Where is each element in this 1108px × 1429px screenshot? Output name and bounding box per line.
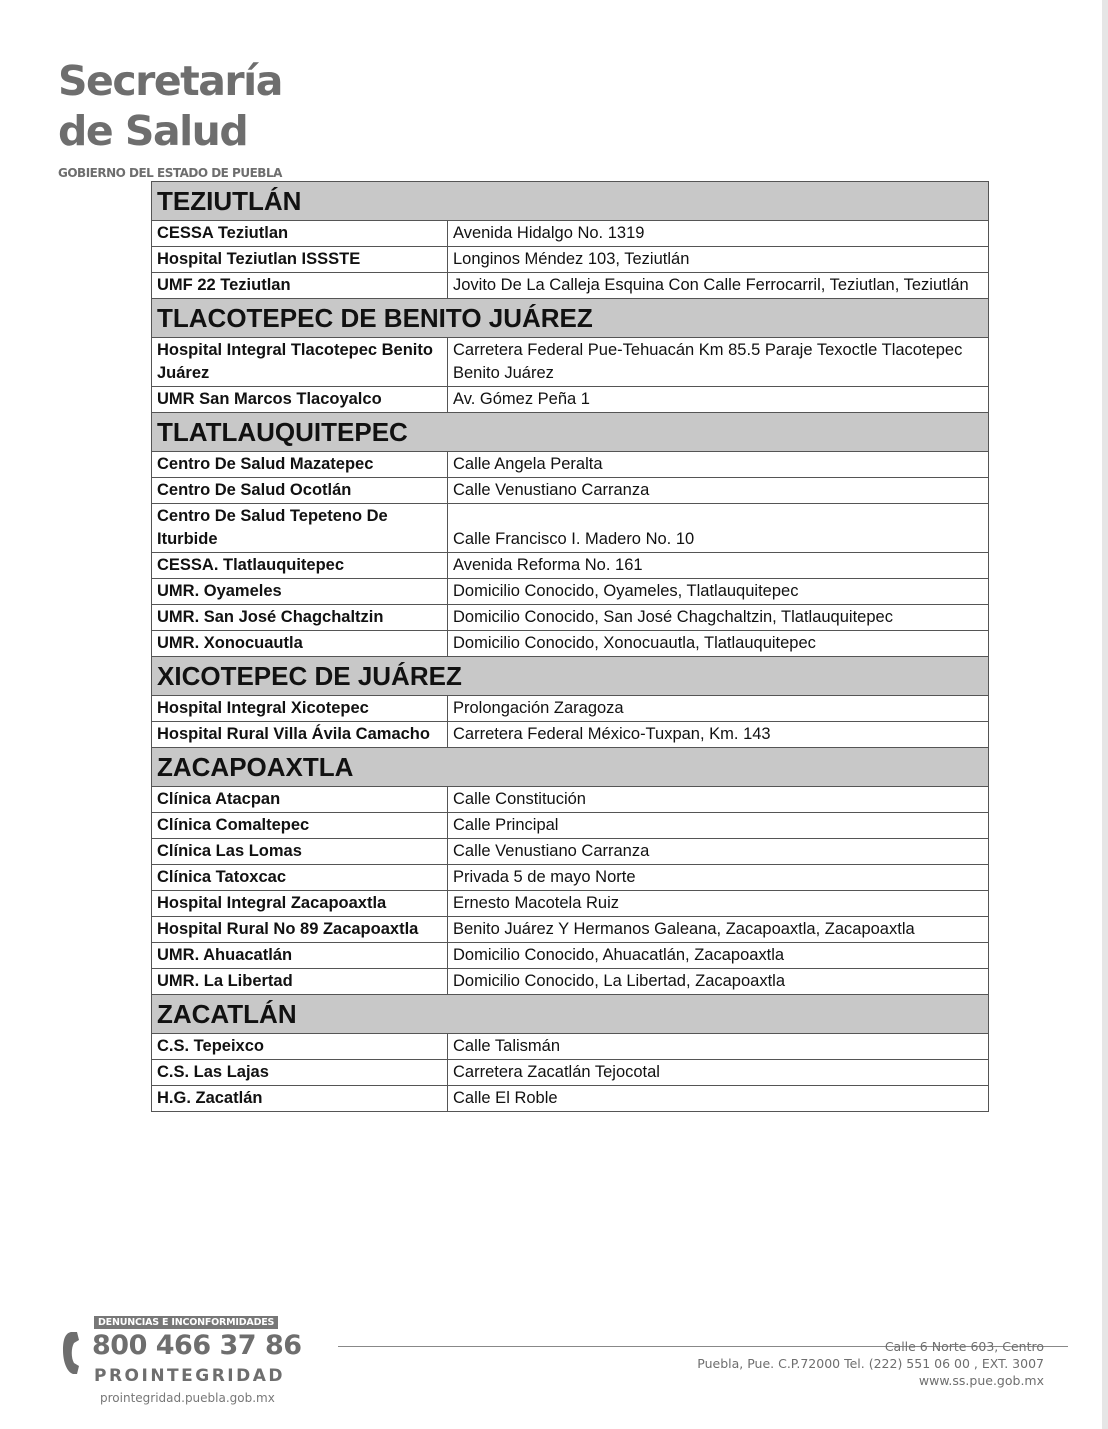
facility-name: Clínica Tatoxcac	[152, 865, 448, 891]
facility-name: Hospital Integral Zacapoaxtla	[152, 891, 448, 917]
table-row	[152, 387, 989, 413]
facility-address: Ernesto Macotela Ruiz	[448, 891, 989, 917]
facility-name: C.S. Tepeixco	[152, 1034, 448, 1060]
table-row	[152, 787, 989, 813]
table-row	[152, 1086, 989, 1112]
table-row	[152, 247, 989, 273]
complaints-badge: DENUNCIAS E INCONFORMIDADES	[94, 1316, 278, 1329]
facility-address: Calle Talismán	[448, 1034, 989, 1060]
address-line-1: Calle 6 Norte 603, Centro	[884, 1339, 1044, 1354]
section-header	[152, 995, 989, 1034]
table-row	[152, 338, 989, 387]
table-row	[152, 891, 989, 917]
facility-address: Domicilio Conocido, La Libertad, Zacapoaxtla	[448, 969, 989, 995]
footer-address	[697, 1338, 1044, 1389]
facility-address: Calle Venustiano Carranza	[448, 839, 989, 865]
facility-address: Domicilio Conocido, Oyameles, Tlatlauquitepec	[448, 579, 989, 605]
table-row	[152, 813, 989, 839]
facility-name: UMR. Ahuacatlán	[152, 943, 448, 969]
facility-address: Longinos Méndez 103, Teziutlán	[448, 247, 989, 273]
facility-name: Centro De Salud Tepeteno De Iturbide	[152, 504, 448, 553]
table-row	[152, 969, 989, 995]
facility-address: Domicilio Conocido, San José Chagchaltzin, Tlatlauquitepec	[448, 605, 989, 631]
secretaria-de-salud-logo	[58, 56, 282, 156]
facility-address: Calle Constitución	[448, 787, 989, 813]
facility-address: Privada 5 de mayo Norte	[448, 865, 989, 891]
facility-name: Clínica Comaltepec	[152, 813, 448, 839]
logo-line-2: de Salud	[58, 107, 248, 155]
table-row	[152, 504, 989, 553]
facility-name: Hospital Teziutlan ISSSTE	[152, 247, 448, 273]
facility-name: Hospital Rural Villa Ávila Camacho	[152, 722, 448, 748]
table-row	[152, 865, 989, 891]
table-row	[152, 553, 989, 579]
facility-address: Domicilio Conocido, Ahuacatlán, Zacapoaxtla	[448, 943, 989, 969]
facility-name: Centro De Salud Mazatepec	[152, 452, 448, 478]
facility-name: Hospital Integral Xicotepec	[152, 696, 448, 722]
facility-name: UMR. La Libertad	[152, 969, 448, 995]
page-edge	[1102, 0, 1108, 1429]
section-header	[152, 299, 989, 338]
table-row	[152, 1060, 989, 1086]
prointegridad-hotline	[60, 1316, 300, 1411]
facility-address: Carretera Zacatlán Tejocotal	[448, 1060, 989, 1086]
website-link[interactable]: www.ss.pue.gob.mx	[918, 1373, 1044, 1388]
facility-name: Clínica Las Lomas	[152, 839, 448, 865]
table-row	[152, 605, 989, 631]
facility-name: CESSA Teziutlan	[152, 221, 448, 247]
table-row	[152, 696, 989, 722]
facility-address: Calle Principal	[448, 813, 989, 839]
facility-address: Calle El Roble	[448, 1086, 989, 1112]
phone-icon	[62, 1330, 88, 1376]
facility-address: Avenida Hidalgo No. 1319	[448, 221, 989, 247]
section-header	[152, 413, 989, 452]
table-row	[152, 1034, 989, 1060]
logo-subtitle: GOBIERNO DEL ESTADO DE PUEBLA	[58, 166, 282, 180]
facility-address: Jovito De La Calleja Esquina Con Calle Ferrocarril, Teziutlan, Teziutlán	[448, 273, 989, 299]
facility-name: Hospital Integral Tlacotepec Benito Juárez	[152, 338, 448, 387]
address-line-2: Puebla, Pue. C.P.72000 Tel. (222) 551 06 00 , EXT. 3007	[697, 1356, 1044, 1371]
facility-address: Carretera Federal Pue-Tehuacán Km 85.5 Paraje Texoctle Tlacotepec Benito Juárez	[448, 338, 989, 387]
section-title: ZACATLÁN	[152, 995, 989, 1034]
facility-address: Prolongación Zaragoza	[448, 696, 989, 722]
section-header	[152, 182, 989, 221]
hotline-number: 800 466 37 86	[92, 1330, 302, 1361]
facility-name: UMR. San José Chagchaltzin	[152, 605, 448, 631]
prointegridad-url[interactable]: prointegridad.puebla.gob.mx	[100, 1391, 275, 1405]
section-title: TLACOTEPEC DE BENITO JUÁREZ	[152, 299, 989, 338]
facility-address: Carretera Federal México-Tuxpan, Km. 143	[448, 722, 989, 748]
facility-address: Calle Angela Peralta	[448, 452, 989, 478]
facility-address: Benito Juárez Y Hermanos Galeana, Zacapoaxtla, Zacapoaxtla	[448, 917, 989, 943]
health-centers-table	[151, 181, 989, 1112]
facility-name: Centro De Salud Ocotlán	[152, 478, 448, 504]
table-row	[152, 221, 989, 247]
facility-name: UMR. Oyameles	[152, 579, 448, 605]
facility-address: Calle Francisco I. Madero No. 10	[448, 504, 989, 553]
logo-line-1: Secretaría	[58, 57, 282, 105]
facility-address: Avenida Reforma No. 161	[448, 553, 989, 579]
facility-name: UMR San Marcos Tlacoyalco	[152, 387, 448, 413]
table-row	[152, 839, 989, 865]
section-title: XICOTEPEC DE JUÁREZ	[152, 657, 989, 696]
section-title: ZACAPOAXTLA	[152, 748, 989, 787]
section-header	[152, 657, 989, 696]
facility-name: UMF 22 Teziutlan	[152, 273, 448, 299]
table-row	[152, 722, 989, 748]
facility-address: Av. Gómez Peña 1	[448, 387, 989, 413]
table-row	[152, 579, 989, 605]
table-row	[152, 943, 989, 969]
section-header	[152, 748, 989, 787]
table-row	[152, 273, 989, 299]
facility-name: CESSA. Tlatlauquitepec	[152, 553, 448, 579]
facility-name: Hospital Rural No 89 Zacapoaxtla	[152, 917, 448, 943]
facility-address: Domicilio Conocido, Xonocuautla, Tlatlauquitepec	[448, 631, 989, 657]
facility-name: UMR. Xonocuautla	[152, 631, 448, 657]
facility-name: C.S. Las Lajas	[152, 1060, 448, 1086]
section-title: TLATLAUQUITEPEC	[152, 413, 989, 452]
facility-name: Clínica Atacpan	[152, 787, 448, 813]
facility-address: Calle Venustiano Carranza	[448, 478, 989, 504]
table-row	[152, 452, 989, 478]
section-title: TEZIUTLÁN	[152, 182, 989, 221]
facility-name: H.G. Zacatlán	[152, 1086, 448, 1112]
table-row	[152, 478, 989, 504]
table-row	[152, 917, 989, 943]
prointegridad-label: PROINTEGRIDAD	[94, 1366, 286, 1386]
table-row	[152, 631, 989, 657]
